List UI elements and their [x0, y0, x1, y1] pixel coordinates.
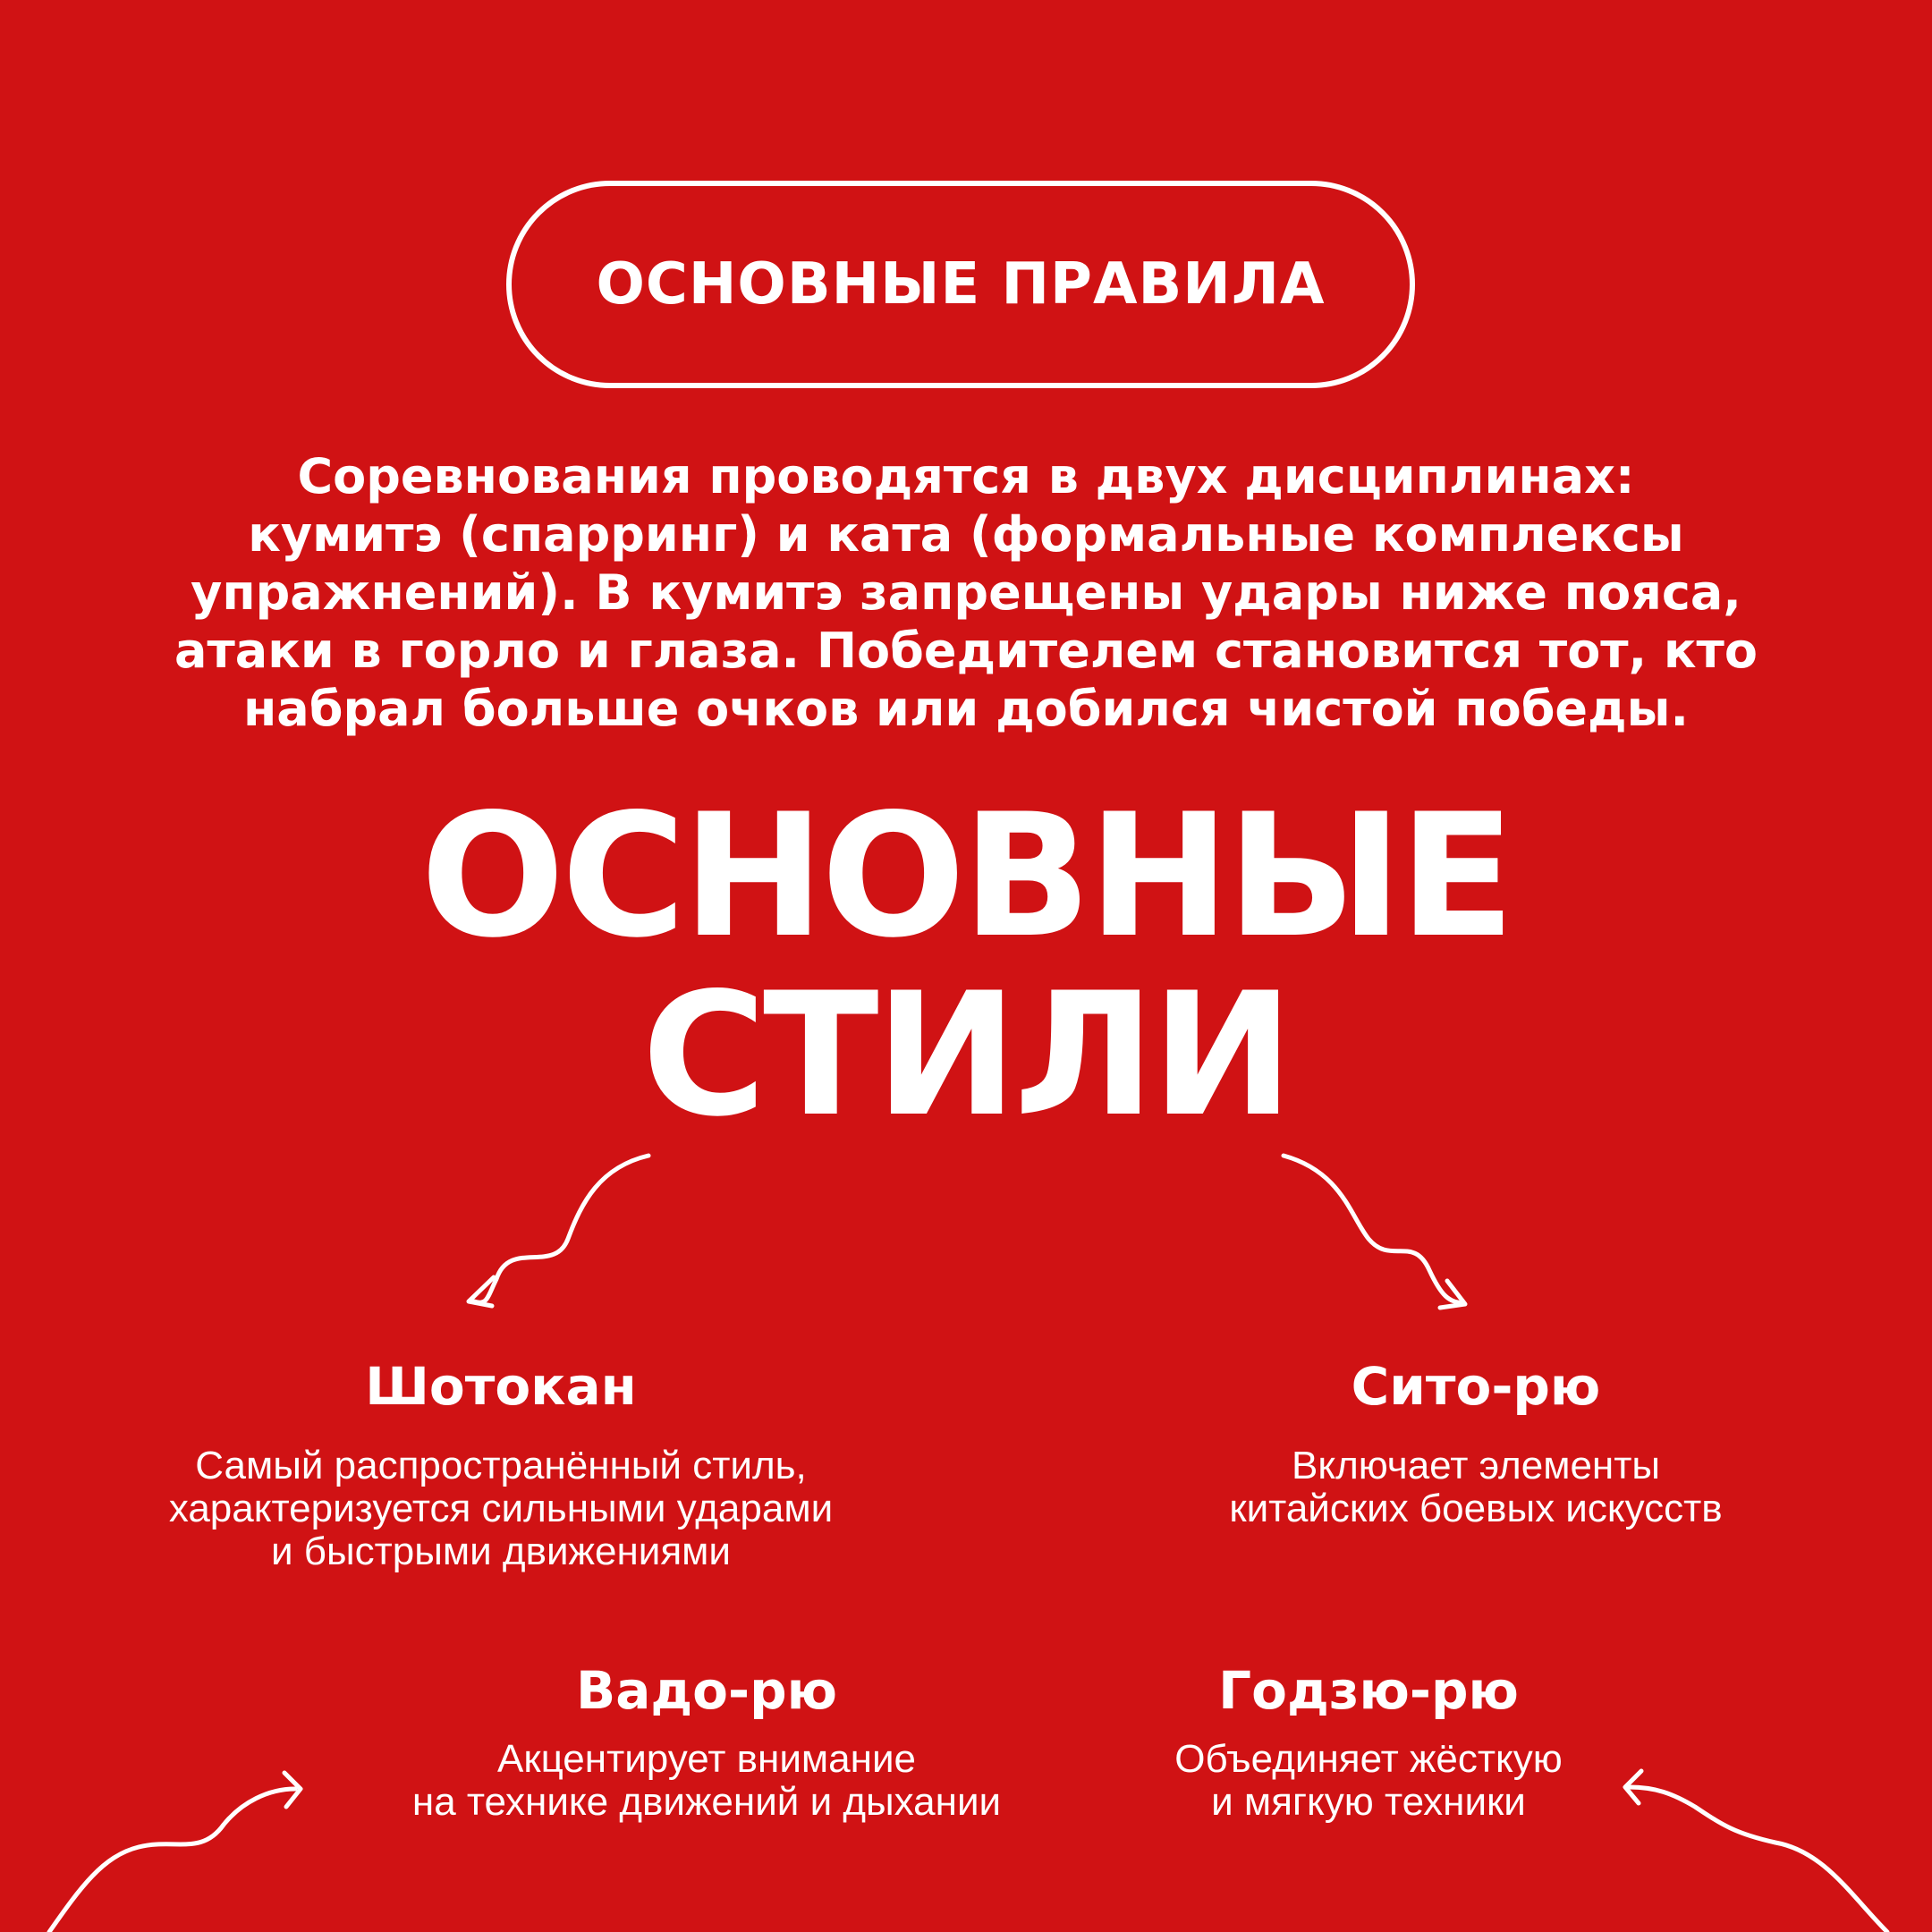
style-desc-line: китайских боевых искусств: [1229, 1487, 1723, 1530]
style-desc-line: и мягкую техники: [1211, 1780, 1526, 1824]
style-description: [340, 1738, 1073, 1824]
intro-line: атаки в горло и глаза. Победителем становится тот, кто: [174, 623, 1758, 679]
intro-line: упражнений). В кумитэ запрещены удары ниже пояса,: [191, 564, 1741, 621]
intro-line: набрал больше очков или добился чистой победы.: [242, 681, 1690, 737]
style-desc-line: на технике движений и дыхании: [411, 1780, 1002, 1824]
curly-arrow-icon: [1625, 1771, 1887, 1932]
section-title-line: ОСНОВНЫЕ: [420, 777, 1512, 975]
style-name: Сито-рю: [1351, 1356, 1601, 1417]
header-title: ОСНОВНЫЕ ПРАВИЛА: [596, 251, 1326, 318]
style-desc-line: характеризуется сильными ударами: [168, 1487, 834, 1530]
style-card-goju-ryu: [1118, 1659, 1619, 1824]
style-desc-line: Объединяет жёсткую: [1174, 1737, 1563, 1781]
style-description: [1163, 1445, 1789, 1530]
style-desc-line: Самый распространённый стиль,: [195, 1444, 807, 1487]
style-card-shito-ryu: [1163, 1355, 1789, 1530]
style-name: Шотокан: [365, 1356, 637, 1417]
style-card-shotokan: [98, 1355, 903, 1573]
intro-line: Соревнования проводятся в двух дисциплинах:: [297, 448, 1635, 504]
section-title-line: СТИЛИ: [641, 956, 1291, 1154]
style-name: Вадо-рю: [575, 1660, 837, 1721]
style-desc-line: и быстрыми движениями: [271, 1530, 731, 1573]
style-description: [1118, 1738, 1619, 1824]
style-desc-line: Включает элементы: [1291, 1444, 1660, 1487]
curly-arrow-icon: [469, 1156, 648, 1306]
style-desc-line: Акцентирует внимание: [497, 1737, 916, 1781]
style-description: [98, 1445, 903, 1573]
style-name: Годзю-рю: [1218, 1660, 1519, 1721]
intro-line: кумитэ (спарринг) и ката (формальные комплексы: [248, 506, 1684, 563]
style-card-wado-ryu: [340, 1659, 1073, 1824]
curly-arrow-icon: [1284, 1156, 1465, 1308]
curly-arrow-icon: [49, 1773, 301, 1932]
